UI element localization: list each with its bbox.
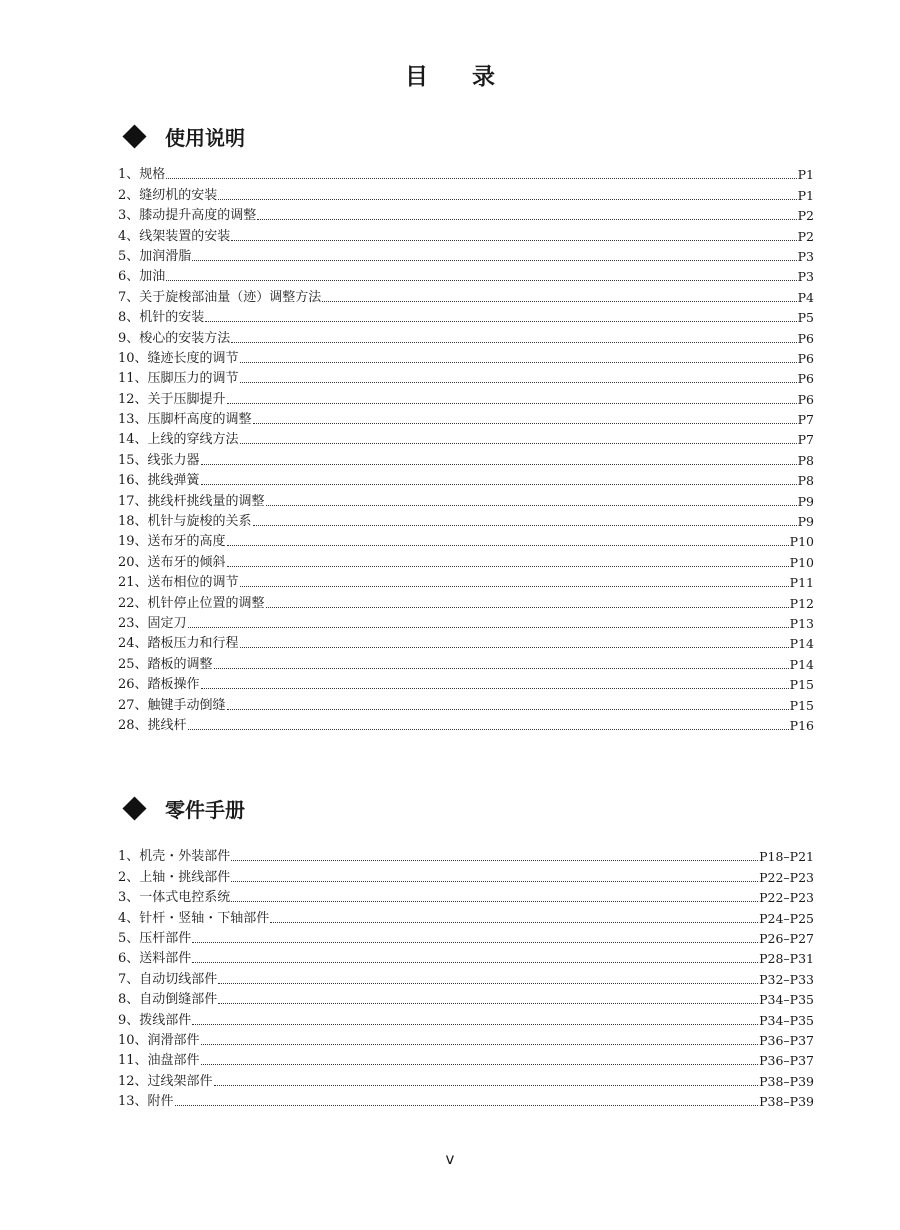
section-heading-usage xyxy=(120,122,245,151)
dot-leader xyxy=(201,484,797,485)
dot-leader xyxy=(192,1024,758,1025)
toc-entry-page: P8 xyxy=(797,473,814,489)
toc-entry-page: P3 xyxy=(797,248,814,264)
dot-leader xyxy=(227,709,789,710)
dot-leader xyxy=(240,586,789,587)
toc-entry-label: 2、缝纫机的安装 xyxy=(118,187,218,203)
toc-entry[interactable] xyxy=(118,163,814,183)
toc-entry-page: P13 xyxy=(789,615,814,631)
dot-leader xyxy=(218,983,758,984)
dot-leader xyxy=(188,627,789,628)
toc-entry[interactable] xyxy=(118,428,814,448)
toc-entry-label: 12、关于压脚提升 xyxy=(118,391,226,407)
toc-entry-label: 17、挑线杆挑线量的调整 xyxy=(118,493,265,509)
diamond-bullet-icon xyxy=(122,796,146,820)
dot-leader xyxy=(201,1044,759,1045)
toc-entry-page: P1 xyxy=(797,167,814,183)
dot-leader xyxy=(227,566,789,567)
toc-entry-label: 27、触键手动倒缝 xyxy=(118,697,226,713)
toc-entry[interactable] xyxy=(118,245,814,265)
toc-entry[interactable] xyxy=(118,204,814,224)
toc-entry-label: 13、压脚杆高度的调整 xyxy=(118,412,252,428)
toc-entry-label: 10、缝迹长度的调节 xyxy=(118,350,239,366)
toc-entry-label: 15、线张力器 xyxy=(118,452,200,468)
toc-entry-label: 26、踏板操作 xyxy=(118,677,200,693)
dot-leader xyxy=(270,922,758,923)
toc-entry-label: 13、附件 xyxy=(118,1094,174,1110)
toc-entry-label: 8、自动倒缝部件 xyxy=(118,992,218,1008)
toc-entry-page: P14 xyxy=(789,656,814,672)
toc-entry[interactable] xyxy=(118,632,814,652)
toc-entry-page: P9 xyxy=(797,493,814,509)
dot-leader xyxy=(266,607,789,608)
dot-leader xyxy=(227,545,789,546)
toc-entry[interactable] xyxy=(118,714,814,734)
toc-entry[interactable] xyxy=(118,265,814,285)
dot-leader xyxy=(266,505,797,506)
toc-entry-page: P6 xyxy=(797,330,814,346)
toc-entry[interactable] xyxy=(118,387,814,407)
toc-entry[interactable] xyxy=(118,652,814,672)
page-number: v xyxy=(445,1150,455,1168)
toc-entry-page: P32–P33 xyxy=(759,971,814,987)
page-title: 目 录 xyxy=(404,64,513,90)
toc-entry[interactable] xyxy=(118,1049,814,1069)
toc-entry[interactable] xyxy=(118,693,814,713)
dot-leader xyxy=(253,525,797,526)
toc-entry-page: P7 xyxy=(797,432,814,448)
toc-entry[interactable] xyxy=(118,448,814,468)
toc-entry-label: 7、自动切线部件 xyxy=(118,971,218,987)
toc-entry-label: 16、挑线弹簧 xyxy=(118,473,200,489)
toc-entry[interactable] xyxy=(118,326,814,346)
toc-entry-label: 1、机壳・外装部件 xyxy=(118,849,231,865)
dot-leader xyxy=(214,668,789,669)
toc-entry-label: 19、送布牙的高度 xyxy=(118,534,226,550)
toc-entry[interactable] xyxy=(118,1008,814,1028)
dot-leader xyxy=(240,647,789,648)
toc-entry[interactable] xyxy=(118,571,814,591)
toc-entry-page: P38–P39 xyxy=(759,1094,814,1110)
dot-leader xyxy=(166,280,796,281)
toc-entry[interactable] xyxy=(118,489,814,509)
toc-entry[interactable] xyxy=(118,1090,814,1110)
toc-entry[interactable] xyxy=(118,906,814,926)
toc-entry-label: 25、踏板的调整 xyxy=(118,656,213,672)
toc-entry-label: 21、送布相位的调节 xyxy=(118,575,239,591)
toc-entry-label: 6、加油 xyxy=(118,269,166,285)
dot-leader xyxy=(166,178,796,179)
toc-entry-page: P8 xyxy=(797,452,814,468)
toc-entry-label: 4、针杆・竖轴・下轴部件 xyxy=(118,910,270,926)
toc-entry-page: P26–P27 xyxy=(759,930,814,946)
toc-entry-page: P34–P35 xyxy=(759,1012,814,1028)
toc-entry[interactable] xyxy=(118,224,814,244)
toc-entry-label: 6、送料部件 xyxy=(118,951,192,967)
dot-leader xyxy=(257,219,796,220)
toc-entry-label: 9、梭心的安装方法 xyxy=(118,330,231,346)
toc-entry-label: 8、机针的安装 xyxy=(118,310,205,326)
section-title: 使用说明 xyxy=(165,126,245,150)
dot-leader xyxy=(231,240,796,241)
toc-entry[interactable] xyxy=(118,927,814,947)
toc-entry-label: 22、机针停止位置的调整 xyxy=(118,595,265,611)
toc-entry-page: P36–P37 xyxy=(759,1053,814,1069)
toc-entry[interactable] xyxy=(118,1069,814,1089)
toc-entry-page: P15 xyxy=(789,697,814,713)
toc-entry-label: 7、关于旋梭部油量（迹）调整方法 xyxy=(118,289,322,305)
toc-entry[interactable] xyxy=(118,886,814,906)
dot-leader xyxy=(253,423,797,424)
toc-entry-page: P28–P31 xyxy=(759,951,814,967)
toc-entry-page: P11 xyxy=(789,575,814,591)
toc-list-usage xyxy=(118,163,814,734)
dot-leader xyxy=(192,260,796,261)
toc-entry-page: P24–P25 xyxy=(759,910,814,926)
toc-entry-label: 11、油盘部件 xyxy=(118,1053,200,1069)
dot-leader xyxy=(227,403,797,404)
dot-leader xyxy=(201,464,797,465)
toc-entry-label: 18、机针与旋梭的关系 xyxy=(118,514,252,530)
toc-entry[interactable] xyxy=(118,285,814,305)
dot-leader xyxy=(214,1085,759,1086)
toc-entry-page: P1 xyxy=(797,187,814,203)
dot-leader xyxy=(192,942,758,943)
toc-entry-page: P12 xyxy=(789,595,814,611)
toc-entry-label: 2、上轴・挑线部件 xyxy=(118,869,231,885)
toc-entry-page: P4 xyxy=(797,289,814,305)
dot-leader xyxy=(218,199,796,200)
toc-list-parts xyxy=(118,845,814,1110)
toc-entry-label: 11、压脚压力的调节 xyxy=(118,371,239,387)
dot-leader xyxy=(322,301,796,302)
dot-leader xyxy=(231,901,758,902)
dot-leader xyxy=(231,881,758,882)
dot-leader xyxy=(231,860,758,861)
toc-entry[interactable] xyxy=(118,408,814,428)
toc-entry[interactable] xyxy=(118,967,814,987)
toc-entry-page: P5 xyxy=(797,310,814,326)
toc-entry-page: P6 xyxy=(797,371,814,387)
dot-leader xyxy=(201,688,789,689)
toc-entry-page: P15 xyxy=(789,677,814,693)
toc-entry[interactable] xyxy=(118,306,814,326)
toc-entry[interactable] xyxy=(118,673,814,693)
toc-entry[interactable] xyxy=(118,183,814,203)
toc-entry-page: P9 xyxy=(797,514,814,530)
toc-entry[interactable] xyxy=(118,550,814,570)
toc-entry[interactable] xyxy=(118,865,814,885)
toc-entry-label: 3、膝动提升高度的调整 xyxy=(118,208,257,224)
section-title: 零件手册 xyxy=(165,798,245,822)
toc-entry[interactable] xyxy=(118,530,814,550)
toc-entry[interactable] xyxy=(118,612,814,632)
toc-entry-label: 23、固定刀 xyxy=(118,615,187,631)
toc-entry[interactable] xyxy=(118,469,814,489)
toc-entry-label: 5、压杆部件 xyxy=(118,930,192,946)
toc-entry-page: P6 xyxy=(797,391,814,407)
toc-entry[interactable] xyxy=(118,591,814,611)
toc-entry-page: P14 xyxy=(789,636,814,652)
toc-entry-page: P2 xyxy=(797,208,814,224)
section-heading-parts xyxy=(120,794,245,823)
toc-entry-label: 10、润滑部件 xyxy=(118,1032,200,1048)
toc-entry[interactable] xyxy=(118,947,814,967)
toc-entry-page: P2 xyxy=(797,228,814,244)
toc-entry-page: P3 xyxy=(797,269,814,285)
toc-entry[interactable] xyxy=(118,845,814,865)
toc-entry-label: 20、送布牙的倾斜 xyxy=(118,554,226,570)
toc-entry-page: P34–P35 xyxy=(759,992,814,1008)
toc-entry-label: 24、踏板压力和行程 xyxy=(118,636,239,652)
dot-leader xyxy=(192,962,758,963)
toc-entry-label: 5、加润滑脂 xyxy=(118,248,192,264)
toc-entry-page: P7 xyxy=(797,412,814,428)
toc-entry[interactable] xyxy=(118,988,814,1008)
dot-leader xyxy=(201,1064,759,1065)
toc-entry-page: P22–P23 xyxy=(759,869,814,885)
dot-leader xyxy=(240,382,797,383)
dot-leader xyxy=(205,321,796,322)
toc-entry-label: 14、上线的穿线方法 xyxy=(118,432,239,448)
toc-entry-label: 1、规格 xyxy=(118,167,166,183)
toc-entry[interactable] xyxy=(118,510,814,530)
toc-entry-page: P16 xyxy=(789,717,814,733)
toc-entry-label: 4、线架装置的安装 xyxy=(118,228,231,244)
toc-entry-page: P18–P21 xyxy=(759,849,814,865)
toc-entry[interactable] xyxy=(118,367,814,387)
toc-entry-page: P10 xyxy=(789,534,814,550)
toc-entry[interactable] xyxy=(118,1029,814,1049)
toc-entry[interactable] xyxy=(118,347,814,367)
toc-entry-page: P36–P37 xyxy=(759,1032,814,1048)
dot-leader xyxy=(240,443,797,444)
toc-entry-page: P10 xyxy=(789,554,814,570)
dot-leader xyxy=(175,1105,759,1106)
dot-leader xyxy=(218,1003,758,1004)
toc-entry-page: P22–P23 xyxy=(759,890,814,906)
toc-entry-label: 28、挑线杆 xyxy=(118,717,187,733)
toc-entry-page: P38–P39 xyxy=(759,1073,814,1089)
dot-leader xyxy=(240,362,797,363)
diamond-bullet-icon xyxy=(122,124,146,148)
dot-leader xyxy=(188,729,789,730)
toc-entry-label: 9、拨线部件 xyxy=(118,1012,192,1028)
toc-entry-label: 12、过线架部件 xyxy=(118,1073,213,1089)
toc-entry-page: P6 xyxy=(797,350,814,366)
dot-leader xyxy=(231,342,796,343)
toc-entry-label: 3、一体式电控系统 xyxy=(118,890,231,906)
